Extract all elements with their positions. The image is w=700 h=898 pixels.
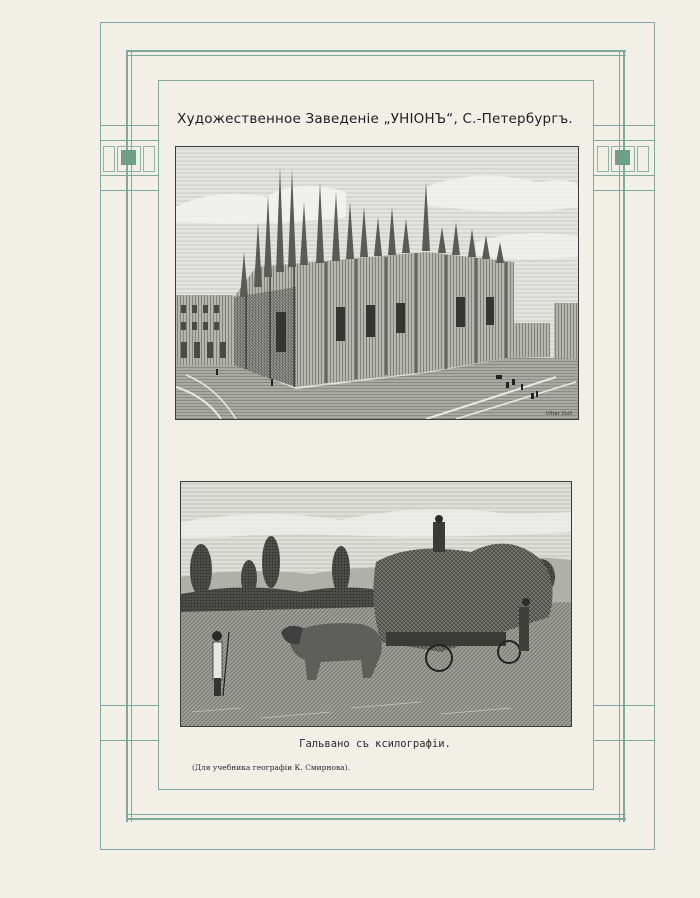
cathedral-engraving <box>175 146 579 420</box>
footnote: (Для учебника географіи К. Смирнова). <box>192 763 350 772</box>
haymaking-engraving <box>180 481 572 727</box>
engraver-signature: Vitter Vuill <box>545 411 572 417</box>
page-title: Художественное Заведеніе „УНІОНЪ“, С.-Петербургъ. <box>177 111 573 127</box>
image-caption: Гальвано съ ксилографіи. <box>299 738 451 750</box>
